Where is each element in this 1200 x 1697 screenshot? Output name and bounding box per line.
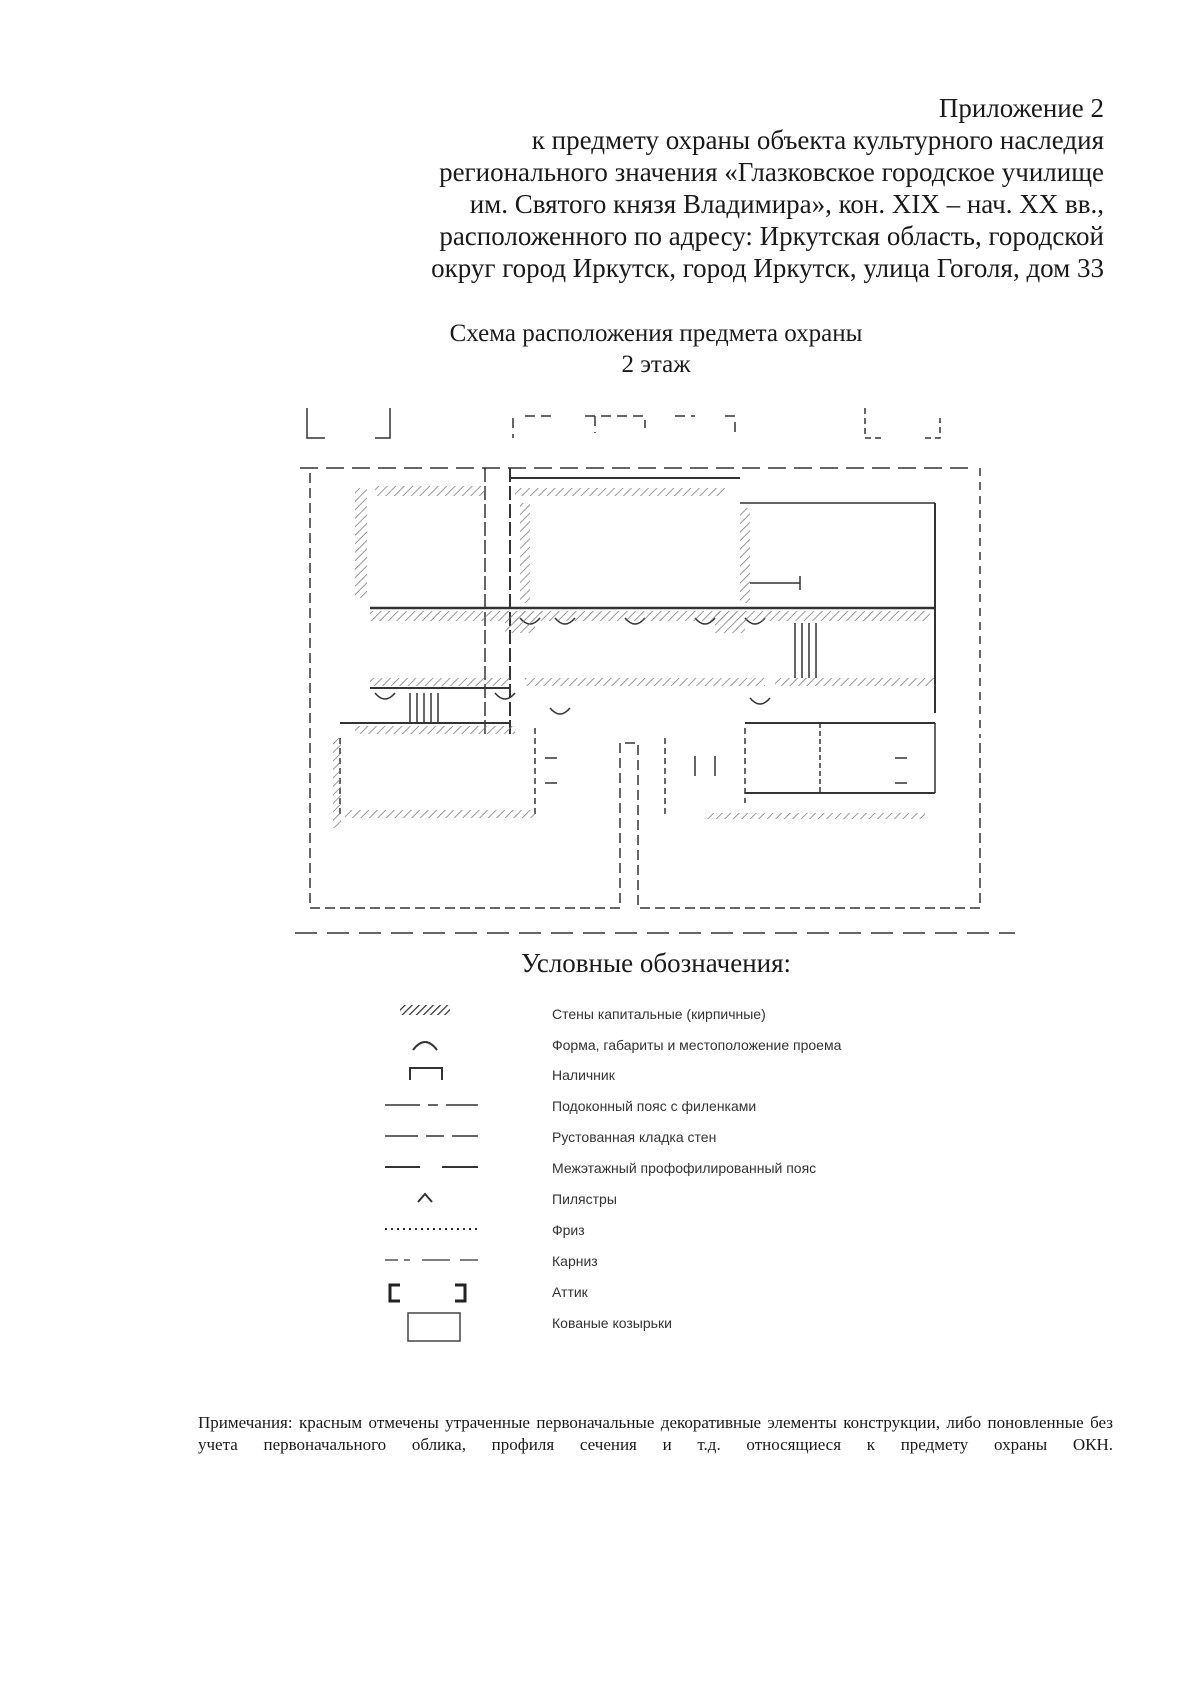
legend-label: Карниз (552, 1253, 598, 1269)
appendix-header (344, 92, 1104, 284)
legend-label: Аттик (552, 1284, 588, 1300)
legend-label: Подоконный пояс с филенками (552, 1098, 757, 1114)
header-line: им. Святого князя Владимира», кон. XIX – нач. XX вв., (469, 189, 1104, 219)
dash-line-b-icon (380, 1124, 480, 1148)
floor-label: 2 этаж (621, 351, 691, 378)
header-line: округ город Иркутск, город Иркутск, улица Гоголя, дом 33 (431, 253, 1104, 283)
attic-brackets-icon (380, 1279, 480, 1307)
floor-plan-drawing (295, 408, 1015, 953)
legend-item-frieze (380, 1217, 900, 1245)
dash-line-c-icon (380, 1155, 480, 1179)
legend-item-attic (380, 1279, 900, 1307)
legend-item-rusticated (380, 1124, 900, 1152)
scheme-title-text: Схема расположения предмета охраны (449, 320, 863, 347)
legend-label: Стены капитальные (кирпичные) (552, 1006, 766, 1022)
notes-paragraph: Примечания: красным отмечены утраченные первоначальные декоративные элементы конструкции, либо поновленные без учета первоначального облика, профиля сечения и т.д. относящиеся к предмету охраны ОКН. (198, 1413, 1113, 1454)
scheme-title (0, 318, 1200, 380)
legend-label: Межэтажный профофилированный пояс (552, 1160, 817, 1176)
header-line: регионального значения «Глазковское городское училище (439, 157, 1104, 187)
legend-item-forged-canopies (380, 1310, 900, 1338)
legend-label: Фриз (552, 1222, 585, 1238)
hatch-icon (380, 1001, 460, 1021)
appendix-number: Приложение 2 (938, 93, 1104, 123)
bracket-icon (380, 1062, 460, 1086)
legend-item-cornice (380, 1248, 900, 1276)
legend-item-opening (380, 1032, 900, 1060)
rectangle-icon (380, 1310, 480, 1344)
dash-dot-line-icon (380, 1248, 480, 1272)
legend-label: Форма, габариты и местоположение проема (552, 1037, 842, 1053)
dash-line-a-icon (380, 1093, 480, 1117)
caret-icon (380, 1186, 460, 1210)
legend-title: Условные обозначения: (520, 948, 792, 978)
legend-item-pilasters (380, 1186, 900, 1214)
legend-label: Кованые козырьки (552, 1315, 672, 1331)
legend-label: Наличник (552, 1067, 615, 1083)
dotted-line-icon (380, 1217, 480, 1241)
header-line: к предмету охраны объекта культурного наследия (531, 125, 1104, 155)
legend-item-nalichnik (380, 1062, 900, 1090)
arc-icon (380, 1032, 460, 1056)
legend-label: Пилястры (552, 1191, 617, 1207)
legend-item-capital-walls (380, 1001, 900, 1029)
legend-label: Рустованная кладка стен (552, 1129, 717, 1145)
legend-item-interfloor-belt (380, 1155, 900, 1183)
legend-item-windowsill-belt (380, 1093, 900, 1121)
header-line: расположенного по адресу: Иркутская область, городской (439, 221, 1104, 251)
